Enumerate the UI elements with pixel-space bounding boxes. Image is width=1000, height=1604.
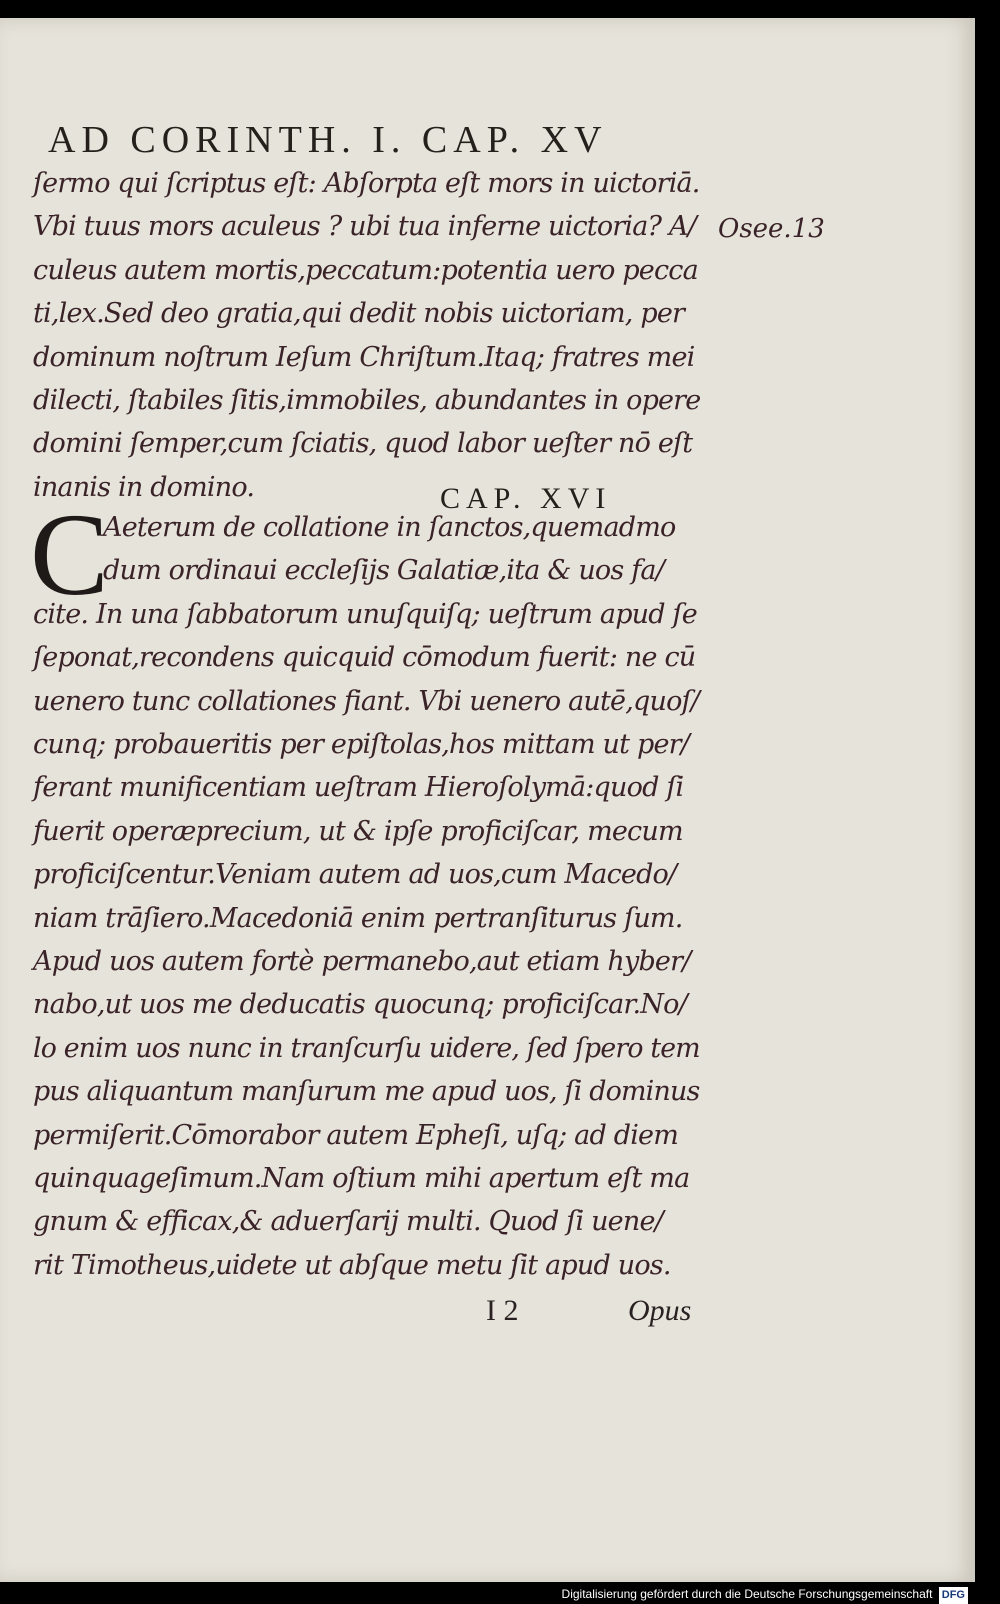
chapter-heading: CAP. XVI (440, 482, 612, 515)
text-line: niam trāſiero.Macedoniā enim pertranſiturus ſum. (33, 902, 683, 934)
text-line: domini ſemper,cum ſciatis, quod labor ueſter nō eſt (33, 428, 693, 460)
footer-text: Digitalisierung gefördert durch die Deutsche Forschungsgemeinschaft (561, 1587, 933, 1601)
text-line: ſermo qui ſcriptus eſt: Abſorpta eſt mors in uictoriā. (33, 168, 700, 199)
footer-credit (562, 1586, 968, 1603)
text-line: fuerit operæprecium, ut & ipſe proficiſcar, mecum (33, 815, 683, 847)
text-line: dum ordinaui eccleſijs Galatiæ,ita & uos fa/ (103, 555, 665, 587)
dfg-logo: DFG (939, 1587, 968, 1604)
margin-note: Osee.13 (718, 214, 825, 244)
text-line: gnum & efficax,& aduerſarij multi. Quod ſi uene/ (33, 1206, 663, 1238)
signature-mark: I 2 (486, 1294, 519, 1327)
text-line: dilecti, ſtabiles ſitis,immobiles, abundantes in opere (33, 385, 701, 416)
text-line: cite. In una ſabbatorum unuſquiſq; ueſtrum apud ſe (33, 598, 697, 630)
text-line: proficiſcentur.Veniam autem ad uos,cum Macedo/ (33, 859, 677, 891)
text-line: permiſerit.Cōmorabor autem Epheſi, uſq; ad diem (33, 1119, 679, 1151)
text-line: Aeterum de collatione in ſanctos,quemadmo (103, 512, 676, 543)
text-line: culeus autem mortis,peccatum:potentia uero pecca (33, 254, 698, 286)
drop-cap: C (30, 489, 109, 620)
text-line: inanis in domino. (33, 471, 255, 503)
text-line: pus aliquantum manſurum me apud uos, ſi dominus (33, 1076, 700, 1108)
text-line: lo enim uos nunc in tranſcurſu uidere, ſed ſpero tem (33, 1032, 700, 1064)
book-page (0, 18, 975, 1582)
text-line: ferant munificentiam ueſtram Hieroſolymā:quod ſi (33, 772, 684, 804)
text-line: Vbi tuus mors aculeus ? ubi tua inferne uictoria? A/ (33, 211, 696, 243)
running-head: AD CORINTH. I. CAP. XV (48, 119, 608, 161)
text-line: ti,lex.Sed deo gratia,qui dedit nobis uictoriam, per (33, 298, 685, 330)
text-line: cunq; probaueritis per epiſtolas,hos mittam ut per/ (33, 729, 690, 760)
text-line: dominum noſtrum Ieſum Chriſtum.Itaq; fratres mei (33, 341, 695, 373)
text-line: rit Timotheus,uidete ut abſque metu ſit apud uos. (33, 1249, 671, 1281)
text-line: ſeponat,recondens quicquid cōmodum fuerit: ne cū (33, 642, 696, 674)
text-line: uenero tunc collationes fiant. Vbi uenero autē,quoſ/ (33, 685, 700, 717)
text-line: nabo,ut uos me deducatis quocunq; proficiſcar.No/ (33, 989, 687, 1021)
catchword: Opus (628, 1294, 692, 1327)
text-line: quinquageſimum.Nam oſtium mihi apertum eſt ma (33, 1163, 690, 1194)
text-line: Apud uos autem fortè permanebo,aut etiam hyber/ (33, 946, 691, 977)
